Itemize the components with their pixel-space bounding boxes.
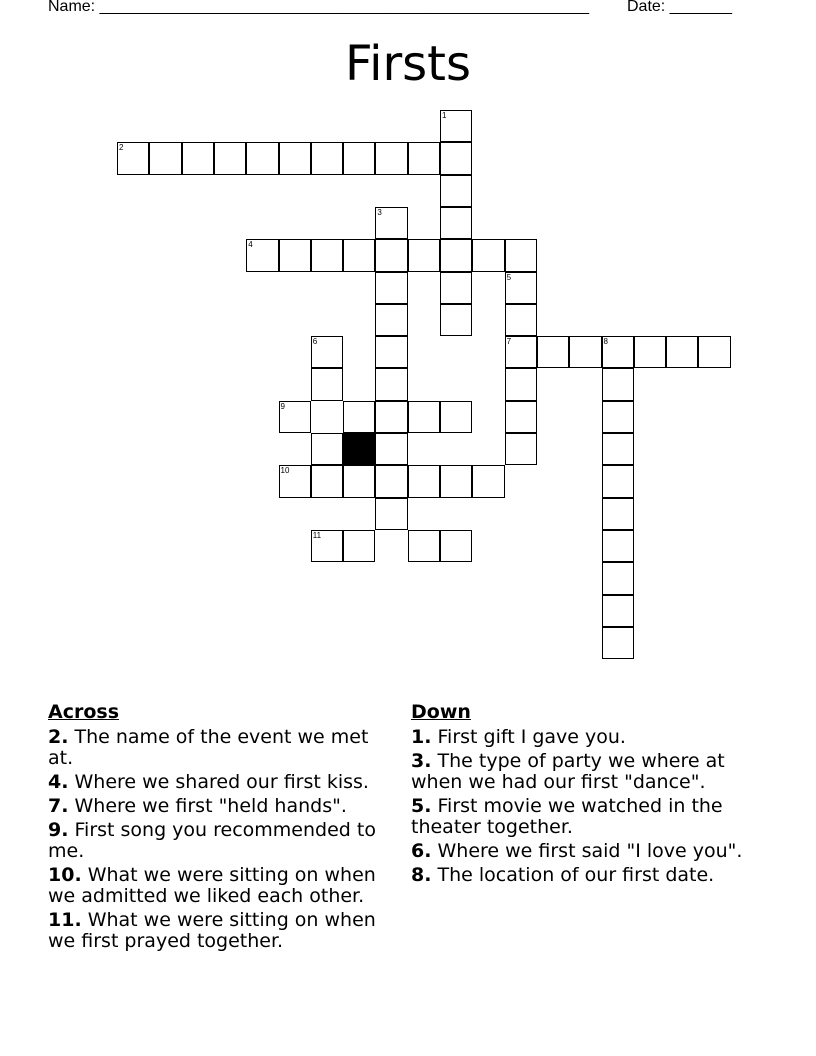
crossword-cell[interactable] [602,336,634,368]
crossword-cell[interactable] [602,562,634,594]
crossword-cell[interactable] [440,304,472,336]
clue-text: The type of party we where at when we had our first "dance". [411,750,725,793]
crossword-cell[interactable] [602,401,634,433]
crossword-cell[interactable] [666,336,698,368]
crossword-cell[interactable] [375,272,407,304]
crossword-cell[interactable] [602,498,634,530]
crossword-cell[interactable] [375,498,407,530]
crossword-cell[interactable] [375,304,407,336]
crossword-cell[interactable] [505,401,537,433]
clue-number-label: 1 [442,111,447,120]
crossword-cell[interactable] [343,142,375,174]
crossword-cell[interactable] [408,142,440,174]
clue-text: The location of our first date. [431,864,715,886]
clue-text: First song you recommended to me. [48,819,376,862]
clue-number-label: 4 [248,240,253,250]
clue-number: 4. [48,771,69,793]
crossword-cell[interactable] [311,368,343,400]
clue-text: First gift I gave you. [431,726,626,748]
black-cell [343,433,375,465]
name-line: Name: _______________________________________________________ [48,0,589,15]
crossword-cell[interactable] [375,401,407,433]
crossword-cell[interactable] [440,530,472,562]
across-clue [48,820,390,862]
crossword-cell[interactable] [375,207,407,239]
crossword-cell[interactable] [505,368,537,400]
clue-number-label: 2 [119,143,124,153]
crossword-cell[interactable] [440,239,472,271]
down-clue [411,865,761,886]
crossword-cell[interactable] [440,272,472,304]
crossword-cell[interactable] [440,465,472,497]
crossword-cell[interactable] [311,142,343,174]
crossword-cell[interactable] [408,465,440,497]
clue-number: 9. [48,819,69,841]
down-clue [411,796,761,838]
crossword-cell[interactable] [602,368,634,400]
crossword-cell[interactable] [375,465,407,497]
clue-text: First movie we watched in the theater together. [411,795,723,838]
crossword-cell[interactable] [279,239,311,271]
clue-text: Where we first "held hands". [68,795,347,817]
crossword-cell[interactable] [408,239,440,271]
crossword-cell[interactable] [408,401,440,433]
down-clue [411,727,761,748]
across-heading: Across [48,701,120,723]
crossword-cell[interactable] [505,272,537,304]
crossword-cell[interactable] [375,142,407,174]
crossword-cell[interactable] [149,142,181,174]
down-clues [411,702,761,889]
down-clue [411,841,761,862]
across-clue [48,727,390,769]
clue-text: What we were sitting on when we first prayed together. [48,909,376,952]
crossword-cell[interactable] [117,142,149,174]
crossword-cell[interactable] [505,239,537,271]
crossword-cell[interactable] [182,142,214,174]
crossword-cell[interactable] [375,239,407,271]
crossword-cell[interactable] [311,433,343,465]
crossword-cell[interactable] [472,239,504,271]
crossword-cell[interactable] [602,530,634,562]
crossword-cell[interactable] [440,401,472,433]
crossword-cell[interactable] [440,110,472,142]
crossword-cell[interactable] [602,465,634,497]
clue-number-label: 6 [312,337,318,347]
clue-number: 3. [411,750,432,772]
clue-number: 6. [411,840,432,862]
crossword-cell[interactable] [311,530,343,562]
clue-text: Where we shared our first kiss. [68,771,369,793]
clue-number: 8. [411,864,432,886]
crossword-cell[interactable] [375,433,407,465]
crossword-cell[interactable] [698,336,730,368]
crossword-cell[interactable] [279,465,311,497]
clue-number-label: 11 [312,530,322,540]
crossword-cell[interactable] [343,530,375,562]
crossword-cell[interactable] [343,465,375,497]
crossword-cell[interactable] [375,368,407,400]
clue-text: The name of the event we met at. [48,726,369,769]
down-clue [411,751,761,793]
crossword-cell[interactable] [602,595,634,627]
across-clue [48,796,390,817]
clue-number-label: 10 [280,466,290,476]
date-line: Date: _______ [627,0,732,15]
crossword-cell[interactable] [440,142,472,174]
crossword-cell[interactable] [505,433,537,465]
clue-number: 5. [411,795,432,817]
clue-number-label: 5 [506,272,512,282]
clue-number: 1. [411,726,432,748]
crossword-cell[interactable] [602,627,634,659]
crossword-cell[interactable] [505,336,537,368]
crossword-cell[interactable] [505,304,537,336]
down-heading: Down [411,701,471,723]
clue-text: Where we first said "I love you". [431,840,743,862]
crossword-cell[interactable] [343,239,375,271]
clue-number: 2. [48,726,69,748]
crossword-cell[interactable] [440,175,472,207]
crossword-cell[interactable] [246,142,278,174]
crossword-cell[interactable] [311,336,343,368]
page-title: Firsts [344,36,472,92]
clue-number-label: 9 [280,401,285,411]
crossword-cell[interactable] [602,433,634,465]
clue-text: What we were sitting on when we admitted we liked each other. [48,864,376,907]
crossword-cell[interactable] [214,142,246,174]
across-clue [48,910,390,952]
clue-number: 11. [48,909,82,931]
crossword-cell[interactable] [343,401,375,433]
crossword-cell[interactable] [279,401,311,433]
crossword-cell[interactable] [537,336,569,368]
clue-number-label: 8 [603,337,608,347]
across-clue [48,772,390,793]
clue-number: 10. [48,864,82,886]
clue-number-label: 7 [506,337,512,347]
across-clue [48,865,390,907]
crossword-cell[interactable] [246,239,278,271]
crossword-cell[interactable] [311,465,343,497]
crossword-cell[interactable] [375,336,407,368]
clue-number-label: 3 [377,207,382,217]
crossword-cell[interactable] [279,142,311,174]
crossword-cell[interactable] [569,336,601,368]
crossword-cell[interactable] [408,530,440,562]
crossword-cell[interactable] [472,465,504,497]
crossword-cell[interactable] [634,336,666,368]
clue-number: 7. [48,795,69,817]
crossword-cell[interactable] [311,239,343,271]
crossword-cell[interactable] [440,207,472,239]
across-clues [48,702,390,955]
